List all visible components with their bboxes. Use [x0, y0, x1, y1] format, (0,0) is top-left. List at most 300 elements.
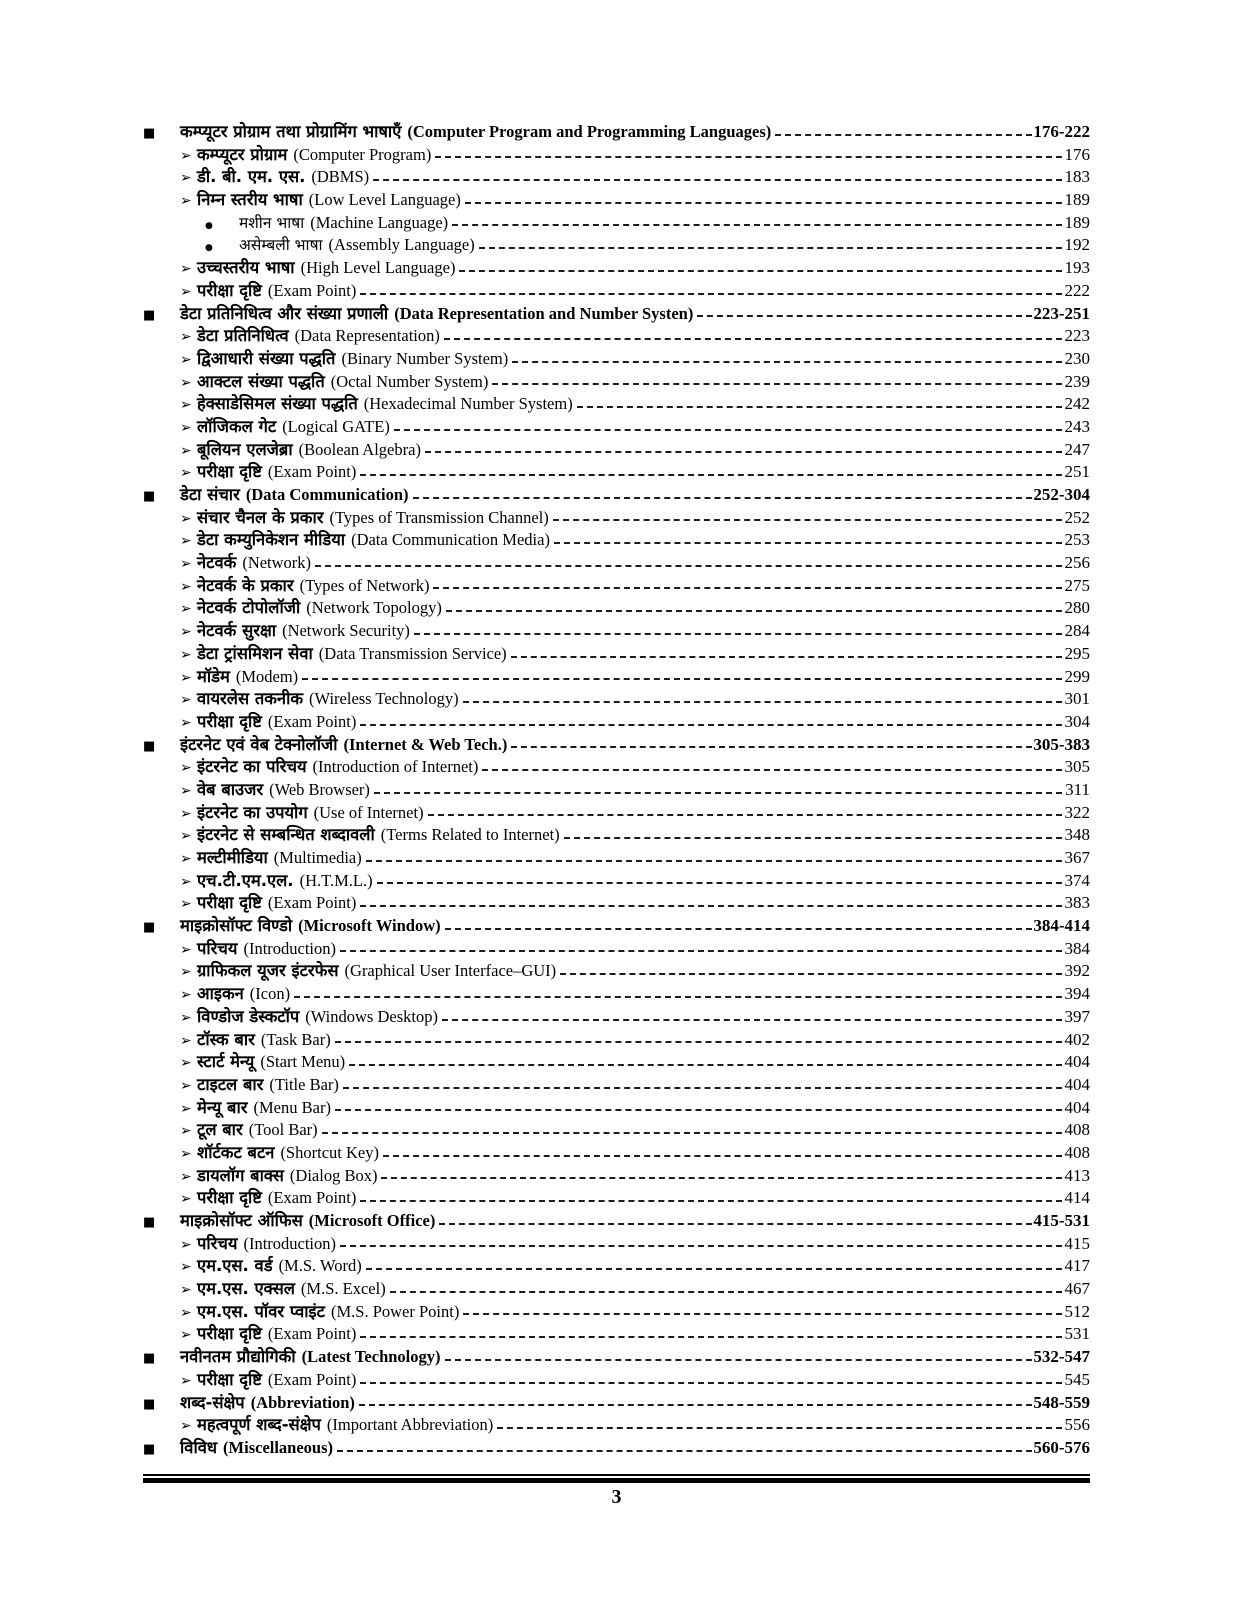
- toc-entry-title-english: (Title Bar): [269, 1074, 339, 1094]
- toc-entry-title-hindi: मल्टीमीडिया: [197, 848, 268, 867]
- dot-leader: [511, 656, 1062, 658]
- toc-entry-title-english: (Machine Language): [310, 212, 449, 232]
- section-row: [143, 688, 1090, 711]
- square-bullet-icon: ■: [143, 489, 156, 504]
- toc-entry-page-number: 305-383: [1033, 734, 1090, 754]
- arrow-bullet-icon: ➢: [180, 283, 192, 300]
- toc-entry-title-hindi: परिचय: [197, 938, 238, 958]
- chapter-row: [143, 121, 1090, 144]
- dot-leader: [554, 542, 1062, 544]
- toc-entry-title-english: (Menu Bar): [253, 1097, 331, 1117]
- toc-entry-page-number: 295: [1064, 643, 1090, 663]
- section-row: [143, 1233, 1090, 1256]
- toc-entry-title-english: (Microsoft Office): [308, 1211, 436, 1230]
- toc-entry-title-english: (Icon): [249, 984, 291, 1004]
- section-row: [143, 1097, 1090, 1120]
- arrow-bullet-icon: ➢: [180, 1236, 192, 1253]
- dot-leader: [390, 1291, 1062, 1293]
- arrow-bullet-icon: ➢: [180, 828, 192, 845]
- toc-entry-title-hindi: नेटवर्क: [197, 553, 237, 573]
- toc-entry-title-hindi: माइक्रोसॉफ्ट ऑफिस: [180, 1211, 303, 1230]
- toc-entry-page-number: 247: [1064, 439, 1090, 459]
- toc-entry-page-number: 239: [1064, 371, 1090, 391]
- dot-leader: [775, 134, 1032, 136]
- toc-entry-page-number: 193: [1064, 258, 1090, 278]
- section-row: [143, 1301, 1090, 1324]
- toc-entry-page-number: 183: [1064, 167, 1090, 187]
- toc-entry-page-number: 305: [1064, 757, 1090, 777]
- arrow-bullet-icon: ➢: [180, 964, 192, 981]
- toc-entry-title-hindi: शॉर्टकट बटन: [197, 1142, 275, 1162]
- section-row: [143, 1006, 1090, 1029]
- toc-entry-page-number: 512: [1064, 1301, 1090, 1321]
- dot-leader: [414, 633, 1062, 635]
- toc-entry-title-english: (Exam Point): [267, 280, 357, 300]
- toc-entry-title-english: (Important Abbreviation): [326, 1415, 494, 1435]
- dot-leader: [425, 451, 1062, 453]
- toc-entry-page-number: 404: [1064, 1097, 1090, 1117]
- toc-entry-title-english: (H.T.M.L.): [299, 870, 373, 890]
- section-row: [143, 371, 1090, 394]
- dot-leader: [459, 270, 1061, 272]
- toc-entry-page-number: 176: [1064, 144, 1090, 164]
- toc-entry-title-hindi: मेन्यू बार: [197, 1097, 248, 1117]
- toc-entry-title-english: (Latest Technology): [301, 1347, 441, 1367]
- toc-entry-title-hindi: कम्प्यूटर प्रोग्राम तथा प्रोग्रामिंग भाषाएँ: [180, 122, 402, 141]
- chapter-row: [143, 484, 1090, 507]
- toc-entry-page-number: 230: [1064, 348, 1090, 368]
- toc-entry-title-hindi: परीक्षा दृष्टि: [197, 1369, 262, 1389]
- toc-entry-title-hindi: आक्टल संख्या पद्धति: [197, 371, 325, 391]
- dot-leader: [383, 1155, 1062, 1157]
- toc-entry-title-english: (Microsoft Window): [298, 916, 441, 936]
- dot-leader: [343, 1087, 1062, 1089]
- toc-entry-title-hindi: एच.टी.एम.एल.: [197, 870, 294, 890]
- toc-entry-title-hindi: बूलियन एलजेब्रा: [197, 439, 293, 459]
- arrow-bullet-icon: ➢: [180, 1077, 192, 1094]
- section-row: [143, 144, 1090, 167]
- arrow-bullet-icon: ➢: [180, 1191, 192, 1208]
- toc-entry-page-number: 404: [1064, 1052, 1090, 1072]
- toc-entry-title-hindi: एम.एस. वर्ड: [197, 1256, 273, 1276]
- toc-entry-title-english: (Exam Point): [267, 1324, 357, 1344]
- toc-entry-page-number: 384-414: [1033, 916, 1090, 936]
- toc-entry-title-english: (M.S. Word): [278, 1256, 362, 1276]
- toc-entry-title-hindi: निम्न स्तरीय भाषा: [197, 190, 303, 210]
- section-row: [143, 938, 1090, 961]
- section-row: [143, 1278, 1090, 1301]
- toc-entry-title-english: (Data Representation and Number Systen): [394, 303, 694, 323]
- arrow-bullet-icon: ➢: [180, 1304, 192, 1321]
- toc-entry-page-number: 322: [1064, 802, 1090, 822]
- arrow-bullet-icon: ➢: [180, 329, 192, 346]
- toc-entry-title-english: (Use of Internet): [313, 802, 424, 822]
- dot-leader: [360, 1200, 1061, 1202]
- toc-entry-title-hindi: विण्डोज डेस्कटॉप: [197, 1006, 300, 1026]
- toc-entry-title-english: (Wireless Technology): [309, 689, 459, 709]
- dot-leader: [560, 973, 1061, 975]
- section-row: [143, 348, 1090, 371]
- toc-entry-title-hindi: असेम्बली भाषा: [239, 236, 323, 255]
- toc-entry-page-number: 311: [1065, 779, 1090, 799]
- toc-entry-title-hindi: डेटा कम्युनिकेशन मीडिया: [197, 530, 346, 550]
- section-row: [143, 280, 1090, 303]
- toc-entry-title-hindi: हेक्साडेसिमल संख्या पद्धति: [197, 394, 358, 414]
- toc-entry-title-hindi: इंटरनेट का परिचय: [197, 757, 307, 777]
- square-bullet-icon: ■: [143, 1215, 156, 1230]
- arrow-bullet-icon: ➢: [180, 1145, 192, 1162]
- toc-entry-page-number: 301: [1064, 689, 1090, 709]
- toc-entry-page-number: 383: [1064, 893, 1090, 913]
- section-row: [143, 257, 1090, 280]
- section-row: [143, 1165, 1090, 1188]
- toc-entry-title-english: (Introduction): [243, 1233, 337, 1253]
- section-row: [143, 416, 1090, 439]
- arrow-bullet-icon: ➢: [180, 533, 192, 550]
- dot-leader: [335, 1109, 1062, 1111]
- dot-leader: [377, 882, 1062, 884]
- section-row: [143, 1414, 1090, 1437]
- section-row: [143, 575, 1090, 598]
- toc-entry-title-english: (Dialog Box): [289, 1165, 378, 1185]
- toc-entry-title-english: (Exam Point): [267, 893, 357, 913]
- dot-leader: [360, 474, 1061, 476]
- arrow-bullet-icon: ➢: [180, 419, 192, 436]
- toc-entry-page-number: 408: [1064, 1142, 1090, 1162]
- dot-leader: [463, 1313, 1061, 1315]
- circle-bullet-icon: ●: [205, 220, 213, 231]
- arrow-bullet-icon: ➢: [180, 261, 192, 278]
- dot-leader: [335, 1041, 1062, 1043]
- section-row: [143, 1323, 1090, 1346]
- section-row: [143, 779, 1090, 802]
- toc-entry-title-hindi: परिचय: [197, 1233, 238, 1253]
- toc-entry-title-english: (Introduction of Internet): [312, 757, 479, 777]
- toc-entry-title-hindi: स्टार्ट मेन्यू: [197, 1052, 255, 1072]
- toc-entry-page-number: 275: [1064, 575, 1090, 595]
- arrow-bullet-icon: ➢: [180, 1327, 192, 1344]
- toc-entry-title-english: (Miscellaneous): [223, 1437, 334, 1457]
- toc-entry-title-english: (Tool Bar): [248, 1120, 318, 1140]
- toc-entry-page-number: 176-222: [1033, 122, 1090, 141]
- toc-entry-title-english: (Types of Network): [299, 575, 430, 595]
- toc-entry-title-hindi: परीक्षा दृष्टि: [197, 280, 262, 300]
- toc-entry-title-hindi: परीक्षा दृष्टि: [197, 462, 262, 482]
- toc-entry-title-english: (Exam Point): [267, 462, 357, 482]
- toc-entry-page-number: 556: [1064, 1415, 1090, 1435]
- toc-entry-page-number: 531: [1064, 1324, 1090, 1344]
- section-row: [143, 847, 1090, 870]
- toc-entry-title-hindi: परीक्षा दृष्टि: [197, 711, 262, 731]
- arrow-bullet-icon: ➢: [180, 1032, 192, 1049]
- toc-entry-title-hindi: एम.एस. एक्सल: [197, 1279, 295, 1299]
- arrow-bullet-icon: ➢: [180, 1055, 192, 1072]
- section-row: [143, 597, 1090, 620]
- section-row: [143, 1369, 1090, 1392]
- dot-leader: [446, 610, 1062, 612]
- toc-entry-title-english: (Boolean Algebra): [298, 439, 421, 459]
- square-bullet-icon: ■: [143, 738, 156, 754]
- toc-entry-page-number: 280: [1064, 598, 1090, 618]
- dot-leader: [442, 1019, 1062, 1021]
- section-row: [143, 393, 1090, 416]
- toc-entry-page-number: 384: [1064, 938, 1090, 958]
- arrow-bullet-icon: ➢: [180, 1009, 192, 1026]
- dot-leader: [435, 156, 1061, 158]
- toc-entry-title-hindi: परीक्षा दृष्टि: [197, 893, 262, 913]
- page-number: 3: [611, 1486, 622, 1508]
- square-bullet-icon: ■: [143, 920, 156, 936]
- arrow-bullet-icon: ➢: [180, 760, 192, 777]
- arrow-bullet-icon: ➢: [180, 1259, 192, 1276]
- section-row: [143, 960, 1090, 983]
- toc-entry-title-hindi: द्विआधारी संख्या पद्धति: [197, 348, 336, 368]
- arrow-bullet-icon: ➢: [180, 397, 192, 414]
- dot-leader: [433, 587, 1061, 589]
- section-row: [143, 711, 1090, 734]
- arrow-bullet-icon: ➢: [180, 193, 192, 210]
- dot-leader: [315, 565, 1061, 567]
- section-row: [143, 1074, 1090, 1097]
- toc-entry-title-hindi: इंटरनेट एवं वेब टेक्नोलॉजी: [180, 734, 338, 754]
- toc-entry-title-english: (Introduction): [243, 938, 337, 958]
- arrow-bullet-icon: ➢: [180, 714, 192, 731]
- toc-entry-page-number: 189: [1064, 212, 1090, 232]
- arrow-bullet-icon: ➢: [180, 669, 192, 686]
- toc-entry-page-number: 560-576: [1033, 1437, 1090, 1457]
- dot-leader: [444, 338, 1062, 340]
- arrow-bullet-icon: ➢: [180, 851, 192, 867]
- section-row: [143, 643, 1090, 666]
- toc-entry-title-hindi: डेटा प्रतिनिधित्व: [197, 326, 289, 346]
- square-bullet-icon: ■: [143, 126, 156, 141]
- toc-entry-title-hindi: डेटा प्रतिनिधित्व और संख्या प्रणाली: [180, 303, 389, 323]
- toc-entry-page-number: 392: [1064, 961, 1090, 981]
- section-row: [143, 802, 1090, 825]
- section-row: [143, 1029, 1090, 1052]
- dot-leader: [359, 1404, 1032, 1406]
- section-row: [143, 507, 1090, 530]
- toc-entry-title-hindi: एम.एस. पॉवर प्वाइंट: [197, 1301, 325, 1321]
- toc-entry-title-english: (Terms Related to Internet): [380, 825, 560, 845]
- section-row: [143, 892, 1090, 915]
- dot-leader: [497, 1427, 1061, 1429]
- toc-entry-title-hindi: शब्द-संक्षेप: [180, 1392, 245, 1412]
- toc-entry-title-english: (Network Security): [282, 621, 410, 641]
- toc-entry-title-english: (Data Communication): [245, 485, 409, 504]
- arrow-bullet-icon: ➢: [180, 646, 192, 663]
- toc-entry-title-hindi: मशीन भाषा: [239, 213, 305, 232]
- toc-entry-title-hindi: आइकन: [197, 984, 244, 1004]
- section-row: [143, 1142, 1090, 1165]
- section-row: [143, 1255, 1090, 1278]
- arrow-bullet-icon: ➢: [180, 941, 192, 958]
- dot-leader: [294, 996, 1061, 998]
- toc-entry-title-english: (Graphical User Interface–GUI): [344, 961, 557, 981]
- toc-entry-title-english: (Modem): [235, 666, 299, 686]
- toc-entry-title-hindi: डेटा संचार: [180, 485, 240, 504]
- toc-entry-page-number: 252: [1064, 507, 1090, 527]
- arrow-bullet-icon: ➢: [180, 782, 192, 799]
- toc-entry-title-english: (Logical GATE): [282, 416, 390, 436]
- toc-entry-title-english: (Internet & Web Tech.): [343, 734, 508, 754]
- dot-leader: [381, 1177, 1061, 1179]
- toc-entry-title-hindi: इंटरनेट का उपयोग: [197, 802, 308, 822]
- toc-entry-title-hindi: ग्राफिकल यूजर इंटरफेस: [197, 961, 339, 981]
- toc-entry-title-english: (M.S. Excel): [300, 1279, 386, 1299]
- toc-entry-page-number: 404: [1064, 1074, 1090, 1094]
- toc-entry-title-english: (Multimedia): [273, 848, 362, 867]
- chapter-row: [143, 915, 1090, 938]
- toc-entry-title-english: (Hexadecimal Number System): [363, 394, 573, 414]
- toc-entry-title-english: (Computer Program and Programming Languages): [407, 122, 772, 141]
- toc-entry-title-english: (Network): [242, 553, 312, 573]
- arrow-bullet-icon: ➢: [180, 805, 192, 822]
- toc-entry-page-number: 414: [1064, 1188, 1090, 1208]
- toc-entry-title-hindi: संचार चैनल के प्रकार: [197, 507, 324, 527]
- dot-leader: [413, 497, 1033, 499]
- dot-leader: [511, 746, 1032, 748]
- section-row: [143, 166, 1090, 189]
- section-row: [143, 439, 1090, 462]
- section-row: [143, 552, 1090, 575]
- dot-leader: [360, 1382, 1061, 1384]
- toc-entry-title-hindi: नेटवर्क सुरक्षा: [197, 621, 277, 641]
- dot-leader: [564, 837, 1062, 839]
- dot-leader: [374, 792, 1062, 794]
- dot-leader: [445, 928, 1033, 930]
- section-row: [143, 325, 1090, 348]
- arrow-bullet-icon: ➢: [180, 624, 192, 641]
- arrow-bullet-icon: ➢: [180, 1100, 192, 1117]
- toc-entry-title-english: (Windows Desktop): [305, 1006, 438, 1026]
- arrow-bullet-icon: ➢: [180, 442, 192, 459]
- arrow-bullet-icon: ➢: [180, 578, 192, 595]
- dot-leader: [577, 406, 1062, 408]
- toc-entry-title-hindi: महत्वपूर्ण शब्द-संक्षेप: [197, 1415, 321, 1435]
- arrow-bullet-icon: ➢: [180, 1418, 192, 1435]
- toc-entry-title-english: (Start Menu): [260, 1052, 346, 1072]
- footer-divider: [143, 1474, 1090, 1483]
- toc-entry-title-hindi: डेटा ट्रांसमिशन सेवा: [197, 643, 313, 663]
- toc-entry-title-hindi: विविध: [180, 1437, 218, 1457]
- arrow-bullet-icon: ➢: [180, 556, 192, 573]
- toc-entry-title-hindi: डी. बी. एम. एस.: [197, 167, 306, 187]
- toc-entry-title-english: (Octal Number System): [330, 371, 489, 391]
- toc-entry-page-number: 252-304: [1033, 485, 1090, 504]
- toc-entry-page-number: 394: [1064, 984, 1090, 1004]
- chapter-row: [143, 1346, 1090, 1369]
- toc-entry-title-english: (Data Transmission Service): [318, 643, 507, 663]
- arrow-bullet-icon: ➢: [180, 873, 192, 890]
- dot-leader: [366, 1268, 1062, 1270]
- arrow-bullet-icon: ➢: [180, 1123, 192, 1140]
- arrow-bullet-icon: ➢: [180, 692, 192, 709]
- toc-entry-title-hindi: नेटवर्क के प्रकार: [197, 575, 294, 595]
- arrow-bullet-icon: ➢: [180, 987, 192, 1004]
- toc-entry-page-number: 413: [1064, 1165, 1090, 1185]
- square-bullet-icon: ■: [143, 307, 156, 323]
- section-row: [143, 666, 1090, 689]
- toc-entry-page-number: 415-531: [1033, 1211, 1090, 1230]
- toc-entry-title-hindi: टॉस्क बार: [197, 1029, 255, 1049]
- dot-leader: [360, 1336, 1061, 1338]
- toc-entry-title-hindi: वायरलेस तकनीक: [197, 689, 304, 709]
- subsection-row: [143, 212, 1090, 235]
- toc-entry-title-hindi: लॉजिकल गेट: [197, 416, 277, 436]
- square-bullet-icon: ■: [143, 1396, 156, 1412]
- dot-leader: [340, 1245, 1061, 1247]
- section-row: [143, 983, 1090, 1006]
- toc-entry-title-english: (M.S. Power Point): [330, 1301, 460, 1321]
- toc-entry-title-english: (Binary Number System): [341, 348, 509, 368]
- chapter-row: [143, 734, 1090, 757]
- toc-entry-page-number: 242: [1064, 394, 1090, 414]
- dot-leader: [302, 678, 1061, 680]
- square-bullet-icon: ■: [143, 1441, 156, 1457]
- toc-entry-title-english: (Types of Transmission Channel): [329, 507, 549, 527]
- arrow-bullet-icon: ➢: [180, 465, 192, 482]
- toc-entry-page-number: 299: [1064, 666, 1090, 686]
- toc-entry-page-number: 284: [1064, 621, 1090, 641]
- toc-entry-page-number: 348: [1064, 825, 1090, 845]
- toc-entry-title-english: (Data Representation): [294, 326, 440, 346]
- section-row: [143, 620, 1090, 643]
- section-row: [143, 529, 1090, 552]
- toc-entry-page-number: 223-251: [1033, 303, 1090, 323]
- dot-leader: [322, 1132, 1062, 1134]
- toc-entry-page-number: 251: [1064, 462, 1090, 482]
- arrow-bullet-icon: ➢: [180, 896, 192, 913]
- toc-entry-page-number: 402: [1064, 1029, 1090, 1049]
- dot-leader: [349, 1064, 1061, 1066]
- toc-entry-title-english: (Computer Program): [293, 144, 432, 164]
- toc-entry-title-hindi: उच्चस्तरीय भाषा: [197, 258, 295, 278]
- toc-entry-title-hindi: टाइटल बार: [197, 1074, 264, 1094]
- square-bullet-icon: ■: [143, 1351, 156, 1367]
- dot-leader: [479, 247, 1062, 249]
- toc-entry-title-english: (Task Bar): [260, 1029, 331, 1049]
- section-row: [143, 1119, 1090, 1142]
- toc-entry-title-english: (Shortcut Key): [280, 1142, 379, 1162]
- chapter-row: [143, 303, 1090, 326]
- toc-entry-title-english: (Exam Point): [267, 1188, 357, 1208]
- toc-entry-title-hindi: परीक्षा दृष्टि: [197, 1188, 262, 1208]
- toc-entry-page-number: 223: [1064, 326, 1090, 346]
- section-row: [143, 870, 1090, 893]
- arrow-bullet-icon: ➢: [180, 374, 192, 391]
- dot-leader: [463, 701, 1062, 703]
- toc-entry-page-number: 367: [1064, 848, 1090, 867]
- toc-entry-title-english: (Exam Point): [267, 1369, 357, 1389]
- dot-leader: [465, 202, 1062, 204]
- toc-entry-title-english: (DBMS): [311, 167, 370, 187]
- toc-entry-page-number: 304: [1064, 711, 1090, 731]
- toc-entry-page-number: 374: [1064, 870, 1090, 890]
- arrow-bullet-icon: ➢: [180, 351, 192, 368]
- toc-entry-title-english: (Exam Point): [267, 711, 357, 731]
- toc-entry-page-number: 397: [1064, 1006, 1090, 1026]
- dot-leader: [482, 769, 1061, 771]
- toc-entry-page-number: 467: [1064, 1279, 1090, 1299]
- chapter-row: [143, 1437, 1090, 1460]
- circle-bullet-icon: ●: [205, 243, 213, 254]
- toc-entry-page-number: 222: [1064, 280, 1090, 300]
- section-row: [143, 1051, 1090, 1074]
- dot-leader: [492, 383, 1061, 385]
- toc-entry-title-hindi: टूल बार: [197, 1120, 243, 1140]
- dot-leader: [428, 814, 1062, 816]
